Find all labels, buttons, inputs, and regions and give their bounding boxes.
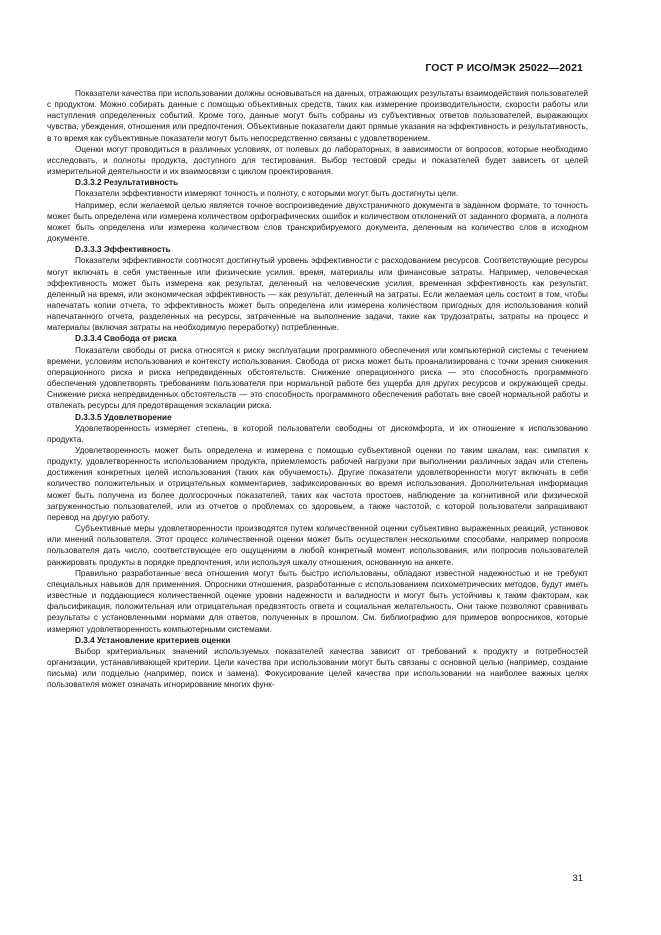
paragraph: Выбор критериальных значений используемых показателей качества зависит от требований к продукту и потребностей организации, устанавливающей критерии. Цели качества при использовании могут быть связаны с основной целью (например, создание письма) или подцелью (например, поиск и замена). Фокусирование целей качества при использовании на наиболее важных целях пользователя может означать игнорирование многих функ-	[47, 646, 588, 690]
paragraph: Удовлетворенность может быть определена и измерена с помощью субъективной оценки по таким шкалам, как: симпатия к продукту, удовлетворенность использованием продукта, приемлемость рабочей нагрузки при выполнении различных задач или степень достижения конкретных целей использования (таких как обучаемость). Другие показатели удовлетворенности могут включать в себя количество положительных и отрицательных комментариев, зафиксированных во время использования. Дополнительная информация может быть получена из более долгосрочных показателей, таких как частота простоев, наблюдение за когнитивной или физической загруженностью пользователей, или из отчетов о проблемах со здоровьем, а также частотой, с которой пользователи запрашивают перевод на другую работу.	[47, 446, 588, 522]
paragraph: Показатели качества при использовании должны основываться на данных, отражающих результаты взаимодействия пользователей с продуктом. Можно собирать данные с помощью объективных средств, таких как измерение производительности, скорости работы или наступления определенных событий. Кроме того, данные могут быть собраны из субъективных ответов пользователей, выражающих чувства, убеждения, отношения или предпочтения. Объективные показатели дают прямые указания на эффективность и результативность, в то время как субъективные показатели могут быть непосредственно связаны с удовлетворением.	[47, 89, 588, 143]
paragraph: Например, если желаемой целью является точное воспроизведение двухстраничного документа в заданном формате, то точность может быть определена или измерена количеством орфографических ошибок и количеством отклонений от заданного формата, а полнота может быть определена или измерена количеством слов транскрибируемого документа, деленным на количество слов в исходном документе.	[47, 200, 588, 244]
paragraph: Показатели свободы от риска относятся к риску эксплуатации программного обеспечения или компьютерной системы с течением времени, условиям использования и контексту использования. Свобода от риска может быть проанализирована с точки зрения снижения операционного риска и риска непредвиденных обстоятельств. Снижение операционного риска — это способность программного обеспечения удовлетворять требованиям пользователя при нормальной работе без ущерба для других ресурсов и окружающей среды. Снижение риска непредвиденных обстоятельств — это способность программного обеспечения работать вне своей нормальной работы и отвлекать ресурсы для предотвращения эскалации риска.	[47, 345, 588, 411]
paragraph: Оценки могут проводиться в различных условиях, от полевых до лабораторных, в зависимости от вопросов, которые необходимо исследовать, и полноты продукта, доступного для тестирования. Выбор тестовой среды и показателей будет зависеть от целей измерительной деятельности и их взаимосвязи с циклом проектирования.	[47, 144, 588, 177]
section-heading: D.3.3.3 Эффективность	[75, 245, 171, 255]
page-number: 31	[572, 873, 583, 884]
section-heading: D.3.3.2 Результативность	[75, 178, 179, 188]
section-heading: D.3.3.5 Удовлетворение	[75, 412, 172, 422]
body-text	[47, 88, 588, 690]
paragraph: Субъективные меры удовлетворенности производятся путем количественной оценки субъективно выраженных реакций, установок или мнений пользователя. Этот процесс количественной оценки может быть осуществлен несколькими способами, например попросив пользователя дать число, соответствующее его ощущениям в любой конкретный момент использования, или попросив пользователей ранжировать продукты в порядке предпочтения, или используя шкалу отношения, основанную на анкете.	[47, 524, 588, 567]
section-heading: D.3.3.4 Свобода от риска	[75, 334, 177, 344]
standard-header: ГОСТ Р ИСО/МЭК 25022—2021	[425, 62, 583, 74]
paragraph: Показатели эффективности измеряют точность и полноту, с которыми могут быть достигнуты цели.	[75, 189, 459, 199]
section-heading: D.3.4 Установление критериев оценки	[75, 635, 231, 645]
paragraph: Правильно разработанные веса отношения могут быть быстро использованы, обладают известной надежностью и не требуют специальных навыков для применения. Опросники отношения, разработанные с использованием психометрических методов, будут иметь известные и поддающиеся количественной оценке уровни надежности и валидности и могут быть устойчивы к таким факторам, как фальсификация, положительная или отрицательная предвзятость ответа и социальная желательность. Они также позволяют сравнивать результаты с установленными нормами для ответов, полученных в прошлом. См. библиографию для примеров вопросников, которые измеряют удовлетворенность компьютерными системами.	[47, 568, 588, 634]
paragraph: Удовлетворенность измеряет степень, в которой пользователи свободны от дискомфорта, и их отношение к использованию продукта.	[47, 423, 588, 444]
paragraph: Показатели эффективности соотносят достигнутый уровень эффективности с расходованием ресурсов. Соответствующие ресурсы могут включать в себя умственные или физические усилия, время, материалы или финансовые затраты. Например, человеческая эффективность может быть измерена как результат, деленный на человеческие усилия, временная эффективность как результат, деленный на время, или экономическая эффективность — как результат, деленный на затраты. Если желаемая цель состоит в том, чтобы напечатать копии отчета, то эффективность может быть определена или измерена количеством пригодных для использования копий напечатанного отчета, разделенных на ресурсы, затраченные на выполнение задачи, такие как трудозатраты, затраты на процесс и материалы (включая затраты на необходимую переработку) потребленные.	[47, 256, 588, 333]
